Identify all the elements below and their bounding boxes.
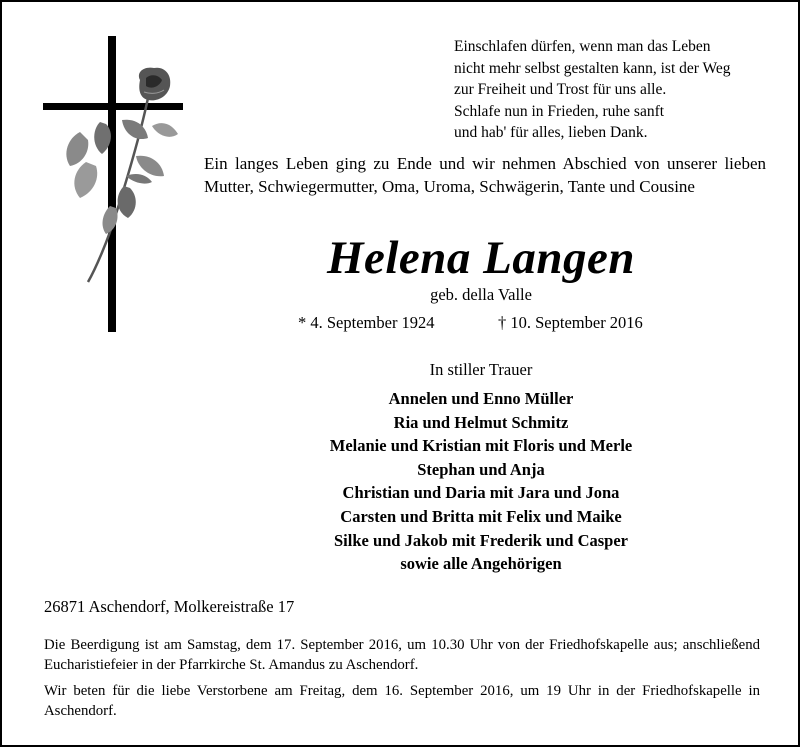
mourner-entry: Melanie und Kristian mit Floris und Merle [329,436,633,456]
poem-line: zur Freiheit und Trost für uns alle. [454,81,667,98]
poem-line: Einschlafen dürfen, wenn man das Leben [454,38,711,55]
birth-date: * 4. September 1924 [298,313,435,332]
maiden-name: geb. della Valle [430,285,532,304]
deceased-name: Helena Langen [326,232,636,284]
mourner-entry: Carsten und Britta mit Felix und Maike [340,506,622,526]
poem-line: und hab' für alles, lieben Dank. [454,124,648,141]
mourners-list [2,387,798,576]
mourner-entry: Ria und Helmut Schmitz [393,412,569,432]
intro-text: Ein langes Leben ging zu Ende und wir nehmen Abschied von unserer lieben Mutter, Schwiegermutter, Oma, Uroma, Schwägerin, Tante und Cousine [204,154,766,196]
mourning-line: In stiller Trauer [429,360,533,379]
mourner-entry: Christian und Daria mit Jara und Jona [342,483,620,503]
mourner-entry: sowie alle Angehörigen [400,554,562,574]
poem-line: nicht mehr selbst gestalten kann, ist der Weg [454,59,731,77]
poem-quote [454,36,731,144]
mourner-entry: Silke und Jakob mit Frederik und Casper [333,530,628,550]
mourner-entry: Annelen und Enno Müller [388,389,574,408]
death-date: † 10. September 2016 [498,313,643,332]
address: 26871 Aschendorf, Molkereistraße 17 [44,597,295,616]
poem-line: Schlafe nun in Frieden, ruhe sanft [454,102,665,120]
mourner-entry: Stephan und Anja [417,459,545,479]
prayer-info: Wir beten für die liebe Verstorbene am Freitag, dem 16. September 2016, um 19 Uhr in der Friedhofskapelle in Aschendorf. [44,683,760,719]
funeral-info: Die Beerdigung ist am Samstag, dem 17. September 2016, um 10.30 Uhr von der Friedhofskapelle aus; anschließend Eucharistiefeier in der Pfarrkirche St. Amandus zu Aschendorf. [44,637,760,673]
